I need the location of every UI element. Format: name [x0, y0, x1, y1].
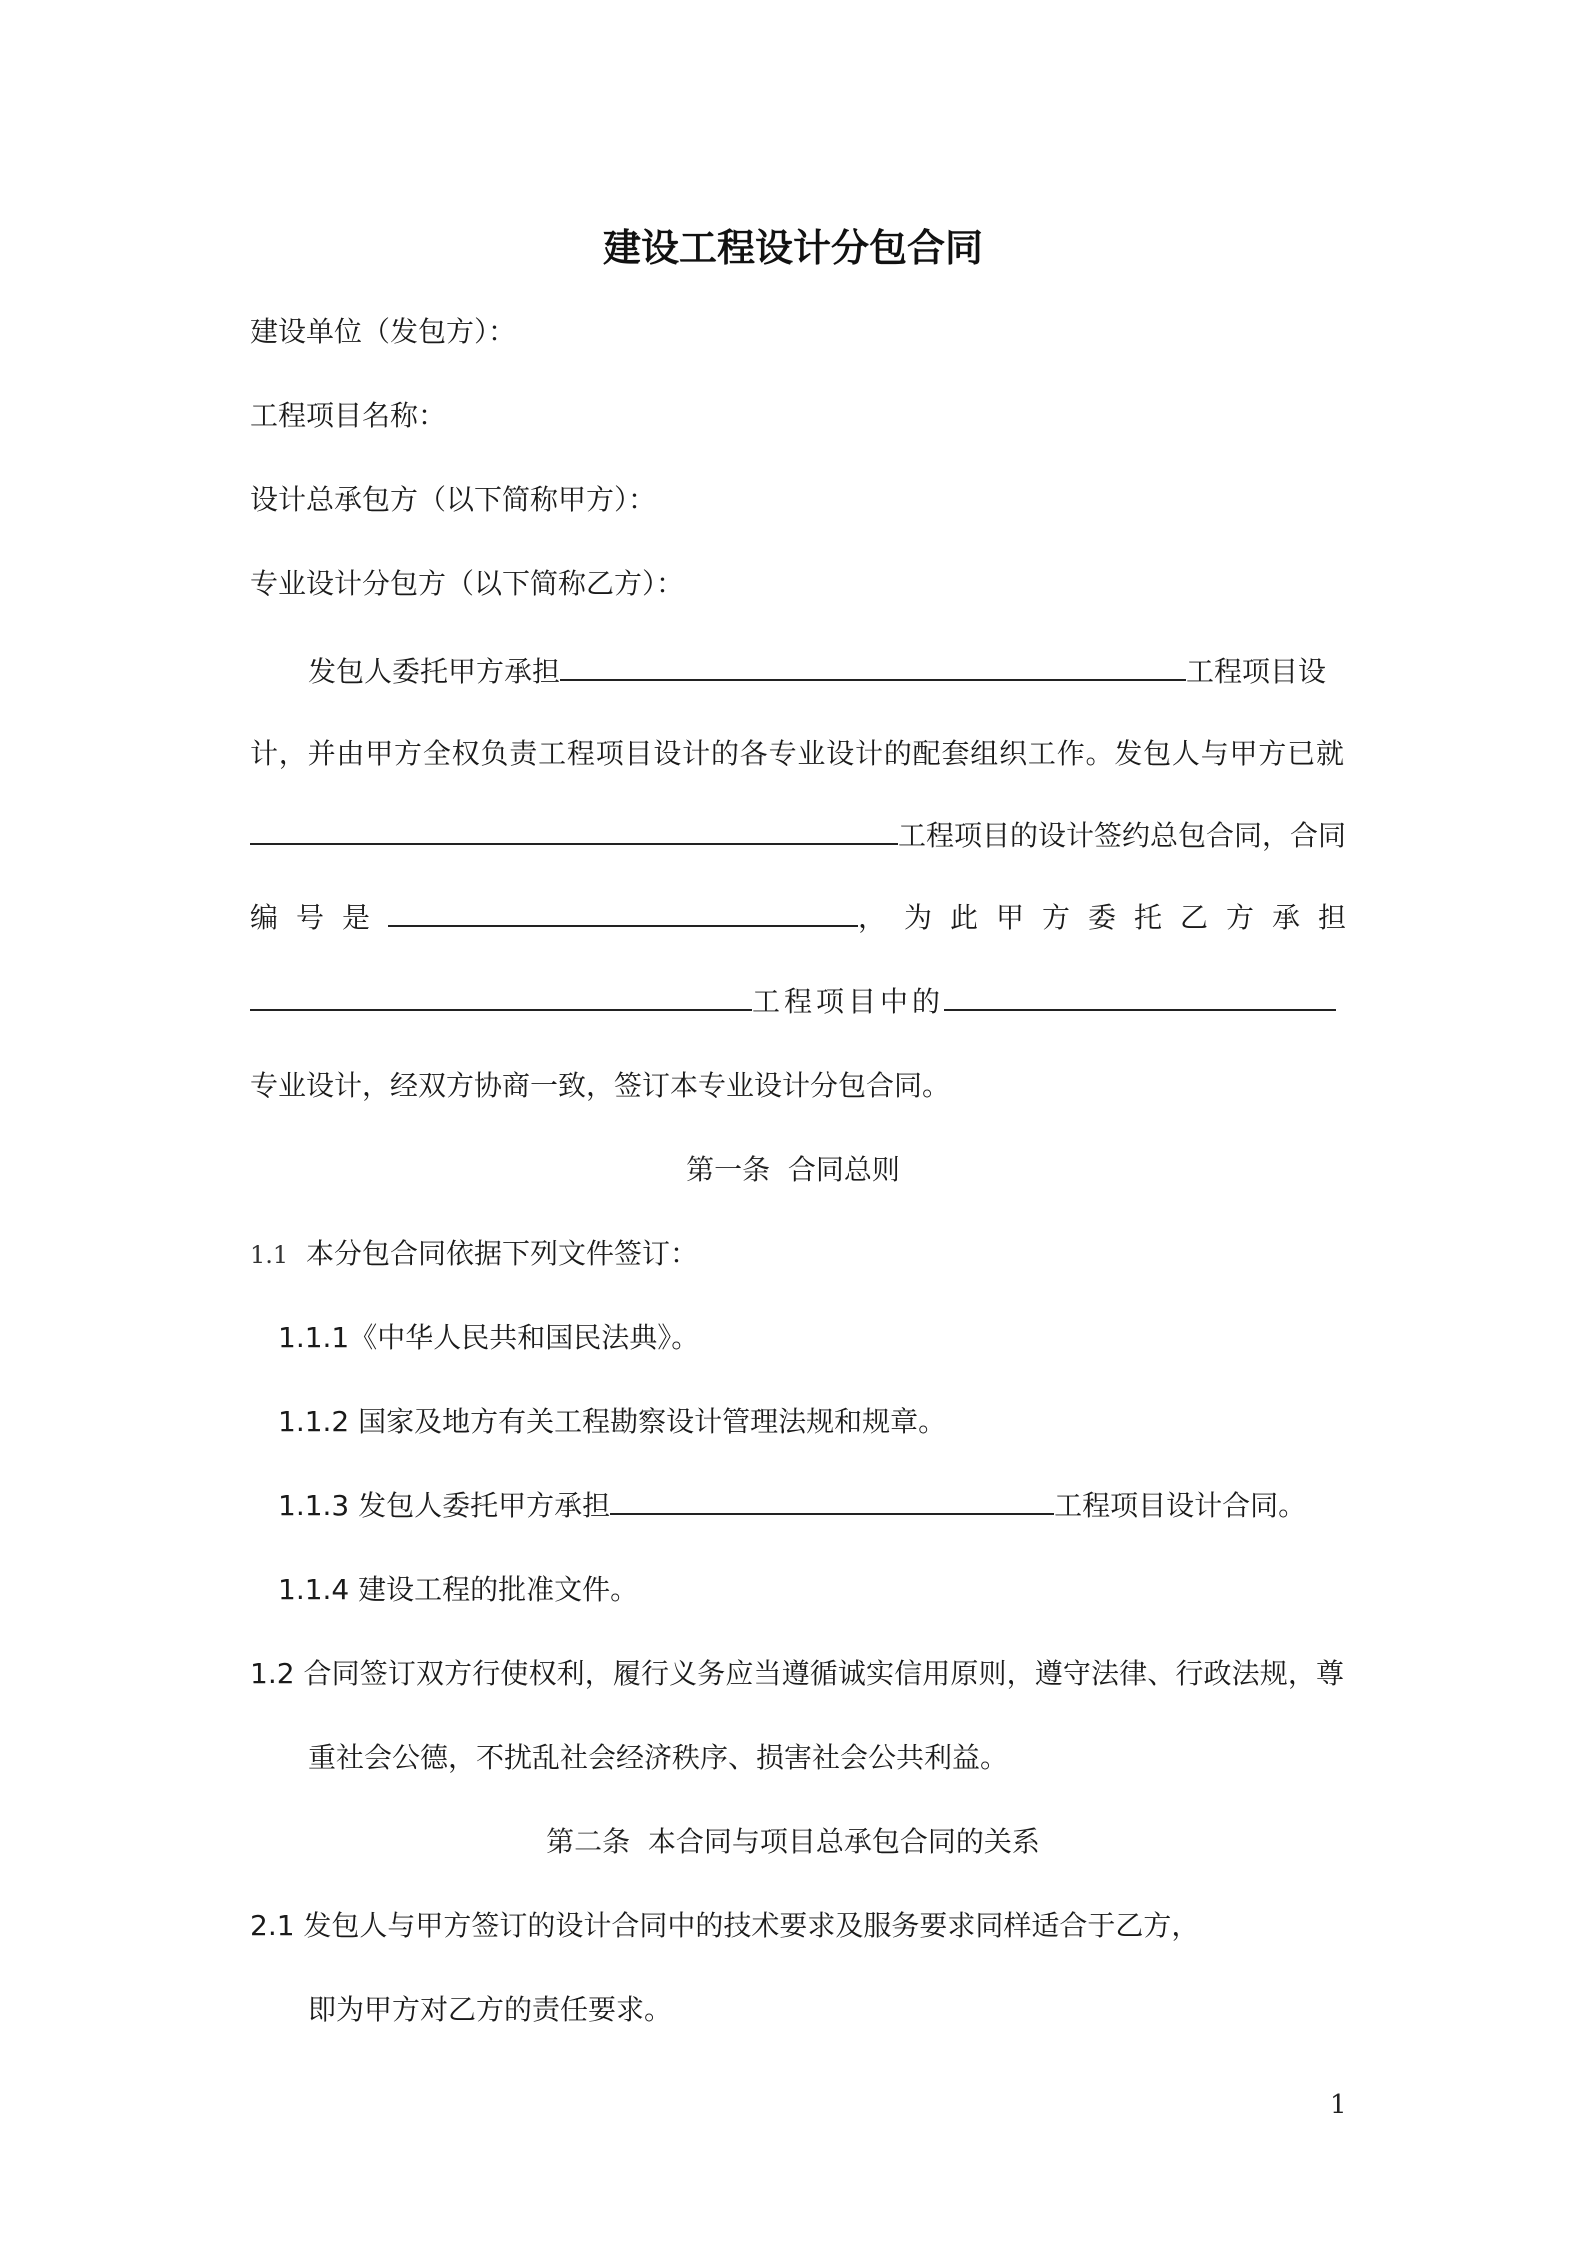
clause-1-1-3 [278, 1486, 1372, 1526]
party-a-field-label: 设计总承包方（以下简称甲方）： [250, 483, 657, 516]
clause-number: 1.1 [250, 1241, 289, 1269]
intro-text: 工程项目设 [1186, 655, 1327, 688]
document-title: 建设工程设计分包合同 [602, 226, 983, 270]
article-title: 合同总则 [787, 1153, 900, 1186]
clause-text: 工程项目设计合同。 [1054, 1489, 1307, 1522]
intro-text: 工程项目中的 [752, 985, 945, 1018]
client-field-label: 建设单位（发包方）： [250, 315, 517, 348]
clause-1-1-2: 1.1.2 国家及地方有关工程勘察设计管理法规和规章。 [278, 1405, 947, 1438]
project-name-field-label: 工程项目名称： [250, 399, 447, 432]
intro-line-6: 专业设计，经双方协商一致，签订本专业设计分包合同。 [250, 1069, 951, 1102]
intro-text: 工程项目的设计签约总包合同，合同 [898, 819, 1347, 852]
project-blank [560, 653, 1186, 681]
project-blank [250, 983, 752, 1011]
party-b-field-label: 专业设计分包方（以下简称乙方）： [250, 567, 685, 600]
project-blank [610, 1487, 1054, 1515]
intro-line-1 [308, 652, 1344, 692]
article-1-heading [0, 1150, 1586, 1190]
article-number: 第二条 [546, 1825, 631, 1858]
clause-2-1-line-1: 2.1 发包人与甲方签订的设计合同中的技术要求及服务要求同样适合于乙方， [250, 1909, 1200, 1942]
clause-1-1 [250, 1234, 1344, 1275]
article-title: 本合同与项目总承包合同的关系 [647, 1825, 1040, 1858]
clause-1-1-4: 1.1.4 建设工程的批准文件。 [278, 1573, 639, 1606]
page-number: 1 [1330, 2090, 1347, 2120]
clause-text: 本分包合同依据下列文件签订： [305, 1237, 698, 1270]
intro-text: ，为此甲方委托乙方承担 [858, 901, 1365, 934]
clause-1-1-1: 1.1.1《中华人民共和国民法典》。 [278, 1321, 700, 1354]
intro-text: 编号是 [250, 901, 389, 934]
intro-line-4 [250, 898, 1365, 938]
intro-line-2: 计，并由甲方全权负责工程项目设计的各专业设计的配套组织工作。发包人与甲方已就 [250, 737, 1344, 770]
article-2-heading [0, 1822, 1586, 1862]
clause-2-1-line-2: 即为甲方对乙方的责任要求。 [308, 1993, 673, 2026]
intro-text: 发包人委托甲方承担 [308, 655, 561, 688]
project-blank [250, 817, 898, 845]
intro-line-3 [250, 816, 1347, 856]
clause-1-2-line-1: 1.2 合同签订双方行使权利，履行义务应当遵循诚实信用原则，遵守法律、行政法规，尊 [250, 1657, 1344, 1690]
intro-line-5 [250, 982, 1344, 1022]
clause-text: 1.1.3 发包人委托甲方承担 [278, 1489, 611, 1522]
contract-number-blank [388, 899, 858, 927]
specialty-blank [944, 983, 1336, 1011]
clause-1-2-line-2: 重社会公德，不扰乱社会经济秩序、损害社会公共利益。 [308, 1741, 1009, 1774]
article-number: 第一条 [686, 1153, 771, 1186]
